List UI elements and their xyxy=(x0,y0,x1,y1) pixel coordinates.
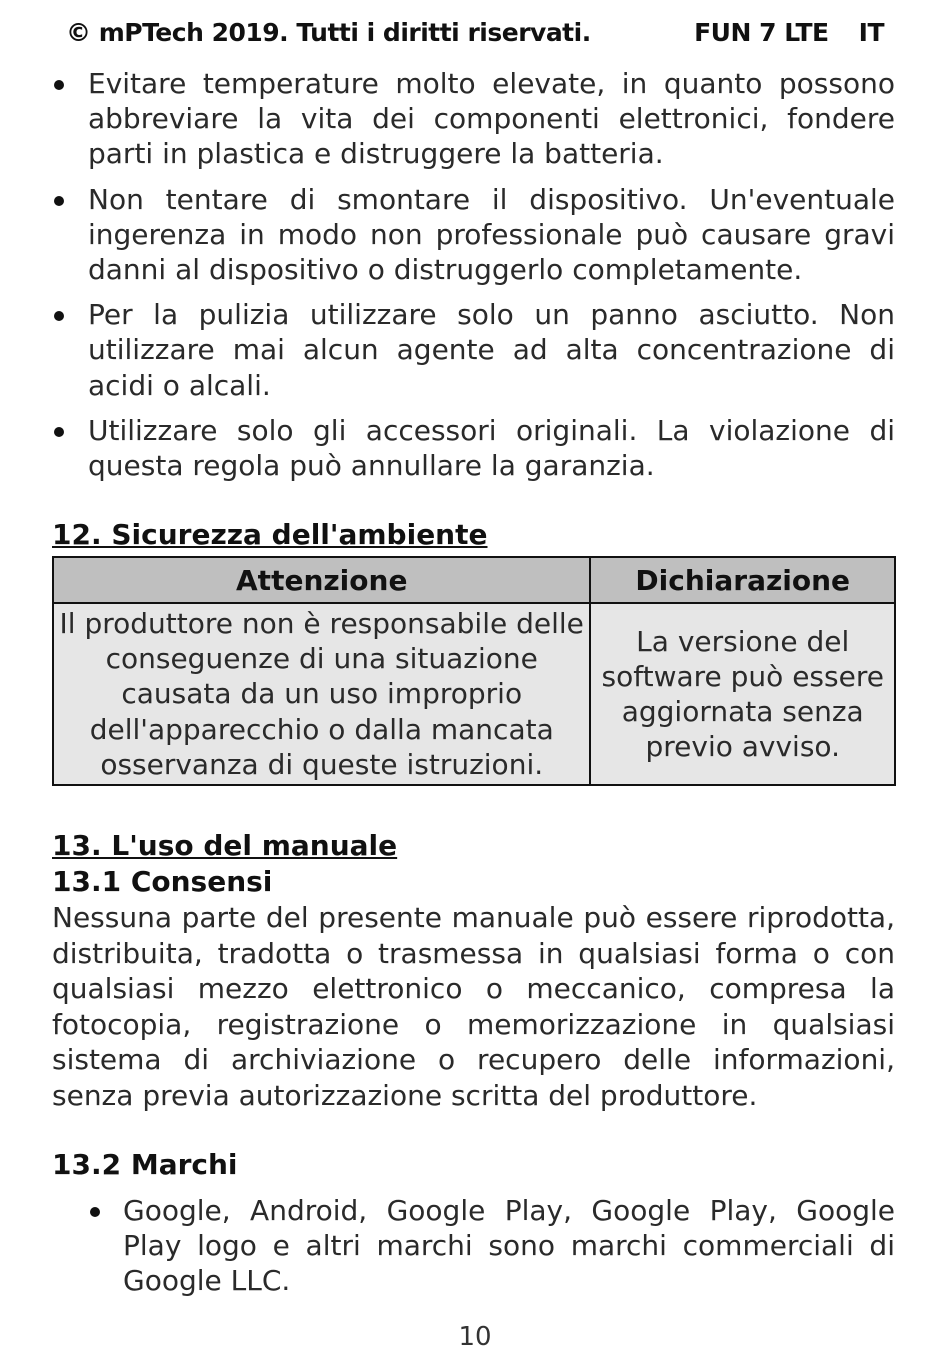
list-item-text: Utilizzare solo gli accessori originali. La violazione di questa regola può annullare la garanzia. xyxy=(88,413,895,483)
consent-paragraph: Nessuna parte del presente manuale può essere riprodotta, distribuita, tradotta o trasmessa in qualsiasi forma o con qualsiasi mezzo elettronico o meccanico, compresa la fotocopia, registrazione o memorizzazione in qualsiasi sistema di archiviazione o recupero delle informazioni, senza previa autorizzazione scritta del produttore. xyxy=(52,901,895,1112)
list-item-text: Evitare temperature molto elevate, in quanto possono abbreviare la vita dei componenti elettronici, fondere parti in plastica e distruggere la batteria. xyxy=(88,67,895,171)
list-item-text: Non tentare di smontare il dispositivo. Un'eventuale ingerenza in modo non professionale può causare gravi danni al dispositivo o distruggerlo completamente. xyxy=(88,182,895,287)
subsection-13-1-title: 13.1 Consensi xyxy=(52,865,273,898)
environment-table xyxy=(52,556,896,786)
model-label xyxy=(694,18,884,47)
list-item xyxy=(88,1193,895,1299)
safety-bullet-list xyxy=(52,66,895,493)
language-code: IT xyxy=(858,18,884,47)
section-13-title: 13. L'uso del manuale xyxy=(52,829,398,862)
page-number: 10 xyxy=(458,1322,492,1352)
bullet-icon xyxy=(54,311,64,321)
table-header-row xyxy=(53,557,895,603)
list-item xyxy=(52,413,895,483)
table-header-cell: Dichiarazione xyxy=(590,557,895,603)
table-cell: La versione del software può essere aggiornata senza previo avviso. xyxy=(590,603,895,785)
table-row xyxy=(53,603,895,785)
list-item xyxy=(52,182,895,288)
list-item-text: Google, Android, Google Play, Google Play, Google Play logo e altri marchi sono marchi commerciali di Google LLC. xyxy=(123,1194,895,1298)
subsection-13-2-title: 13.2 Marchi xyxy=(52,1148,238,1181)
section-12-title: 12. Sicurezza dell'ambiente xyxy=(52,518,488,551)
table-header-cell: Attenzione xyxy=(53,557,590,603)
model-name: FUN 7 LTE xyxy=(694,18,829,47)
list-item xyxy=(52,66,895,172)
bullet-icon xyxy=(90,1207,100,1217)
page-header xyxy=(66,18,884,58)
bullet-icon xyxy=(54,80,64,90)
list-item-text: Per la pulizia utilizzare solo un panno asciutto. Non utilizzare mai alcun agente ad alta concentrazione di acidi o alcali. xyxy=(88,298,895,402)
trademark-bullet-list xyxy=(88,1193,895,1299)
table-cell: Il produttore non è responsabile delle conseguenze di una situazione causata da un uso improprio dell'apparecchio o dalla mancata osservanza di queste istruzioni. xyxy=(53,603,590,785)
copyright-notice: © mPTech 2019. Tutti i diritti riservati. xyxy=(66,18,591,47)
list-item xyxy=(52,297,895,403)
bullet-icon xyxy=(54,427,64,437)
bullet-icon xyxy=(54,196,64,206)
